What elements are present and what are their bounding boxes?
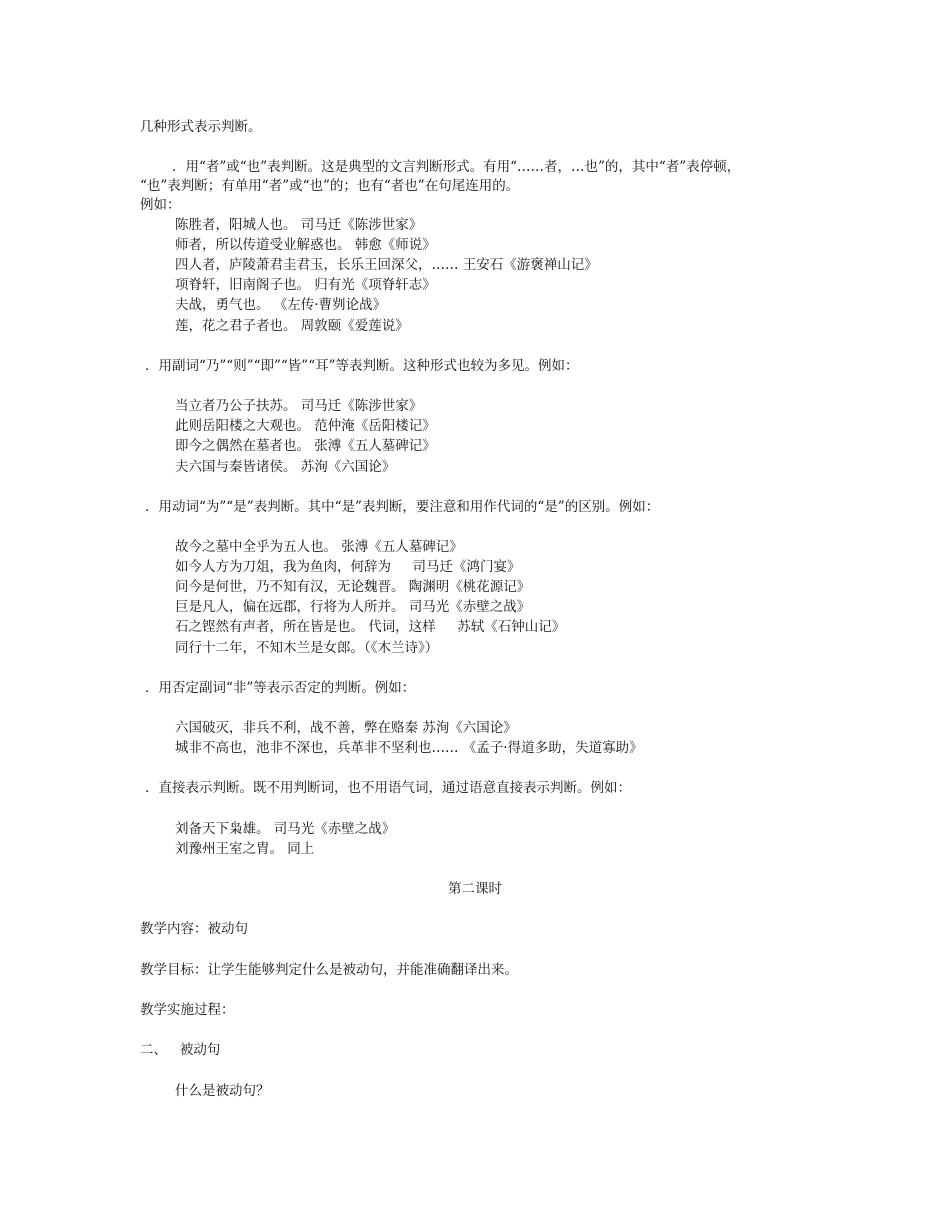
example-line: 莲，花之君子者也。 周敦颐《爱莲说》 — [175, 318, 409, 334]
example-line: 刘豫州王室之胄。 同上 — [175, 841, 315, 857]
section3-title: ．用动词“为”“是”表判断。其中“是”表判断，要注意和用作代词的“是”的区别。例如： — [145, 499, 660, 515]
example-line: 陈胜者，阳城人也。 司马迁《陈涉世家》 — [175, 217, 423, 233]
section4-title: ．用否定副词“非”等表示否定的判断。例如： — [145, 680, 416, 696]
example-line: 夫六国与秦皆诸侯。 苏洵《六国论》 — [175, 459, 396, 475]
example-line: 巨是凡人，偏在远郡，行将为人所并。 司马光《赤壁之战》 — [175, 599, 531, 615]
section2-title: ．用副词“乃”“则”“即”“皆”“耳”等表判断。这种形式也较为多见。例如： — [145, 358, 579, 374]
example-line: 师者，所以传道受业解惑也。 韩愈《师说》 — [175, 237, 436, 253]
section5-title: ．直接表示判断。既不用判断词，也不用语气词，通过语意直接表示判断。例如： — [145, 780, 631, 796]
lesson2-goal: 教学目标：让学生能够判定什么是被动句，并能准确翻译出来。 — [140, 962, 518, 978]
lesson2-heading: 第二课时 — [448, 881, 502, 897]
lesson2-question: 什么是被动句？ — [175, 1083, 270, 1099]
example-line: 石之铿然有声者，所在皆是也。 代词，这样 苏轼《石钟山记》 — [175, 619, 566, 635]
example-line: 当立者乃公子扶苏。 司马迁《陈涉世家》 — [175, 398, 423, 414]
example-line: 故今之墓中全乎为五人也。 张溥《五人墓碑记》 — [175, 539, 463, 555]
example-line: 同行十二年，不知木兰是女郎。（《木兰诗》） — [175, 640, 439, 656]
example-line: 项脊轩，旧南阁子也。 归有光《项脊轩志》 — [175, 277, 436, 293]
example-line: 城非不高也，池非不深也，兵革非不坚利也…… 《孟子·得道多助，失道寡助》 — [175, 740, 643, 756]
example-line: 四人者，庐陵萧君圭君玉，长乐王回深父，…… 王安石《游褒禅山记》 — [175, 257, 598, 273]
example-line: 此则岳阳楼之大观也。 范仲淹《岳阳楼记》 — [175, 418, 436, 434]
lesson2-section-title: 二、 被动句 — [140, 1042, 221, 1058]
example-line: 问今是何世，乃不知有汉，无论魏晋。 陶渊明《桃花源记》 — [175, 579, 531, 595]
lesson2-content: 教学内容：被动句 — [140, 921, 248, 937]
section1-title-line1: ．用“者”或“也”表判断。这是典型的文言判断形式。有用“……者，…也”的，其中“者”表停顿， — [172, 159, 741, 175]
section1-title-line2: “也”表判断；有单用“者”或“也”的；也有“者也”在句尾连用的。 — [140, 178, 520, 194]
intro-line: 几种形式表示判断。 — [140, 119, 262, 135]
example-line: 如今人方为刀俎，我为鱼肉，何辞为 司马迁《鸿门宴》 — [175, 559, 521, 575]
example-line: 六国破灭，非兵不利，战不善，弊在赂秦 苏洵《六国论》 — [175, 720, 517, 736]
example-line: 刘备天下枭雄。 司马光《赤壁之战》 — [175, 821, 396, 837]
example-line: 夫战，勇气也。 《左传·曹刿论战》 — [175, 297, 387, 313]
section1-lead: 例如： — [140, 197, 181, 213]
lesson2-process: 教学实施过程： — [140, 1002, 235, 1018]
example-line: 即今之偶然在墓者也。 张溥《五人墓碑记》 — [175, 438, 436, 454]
